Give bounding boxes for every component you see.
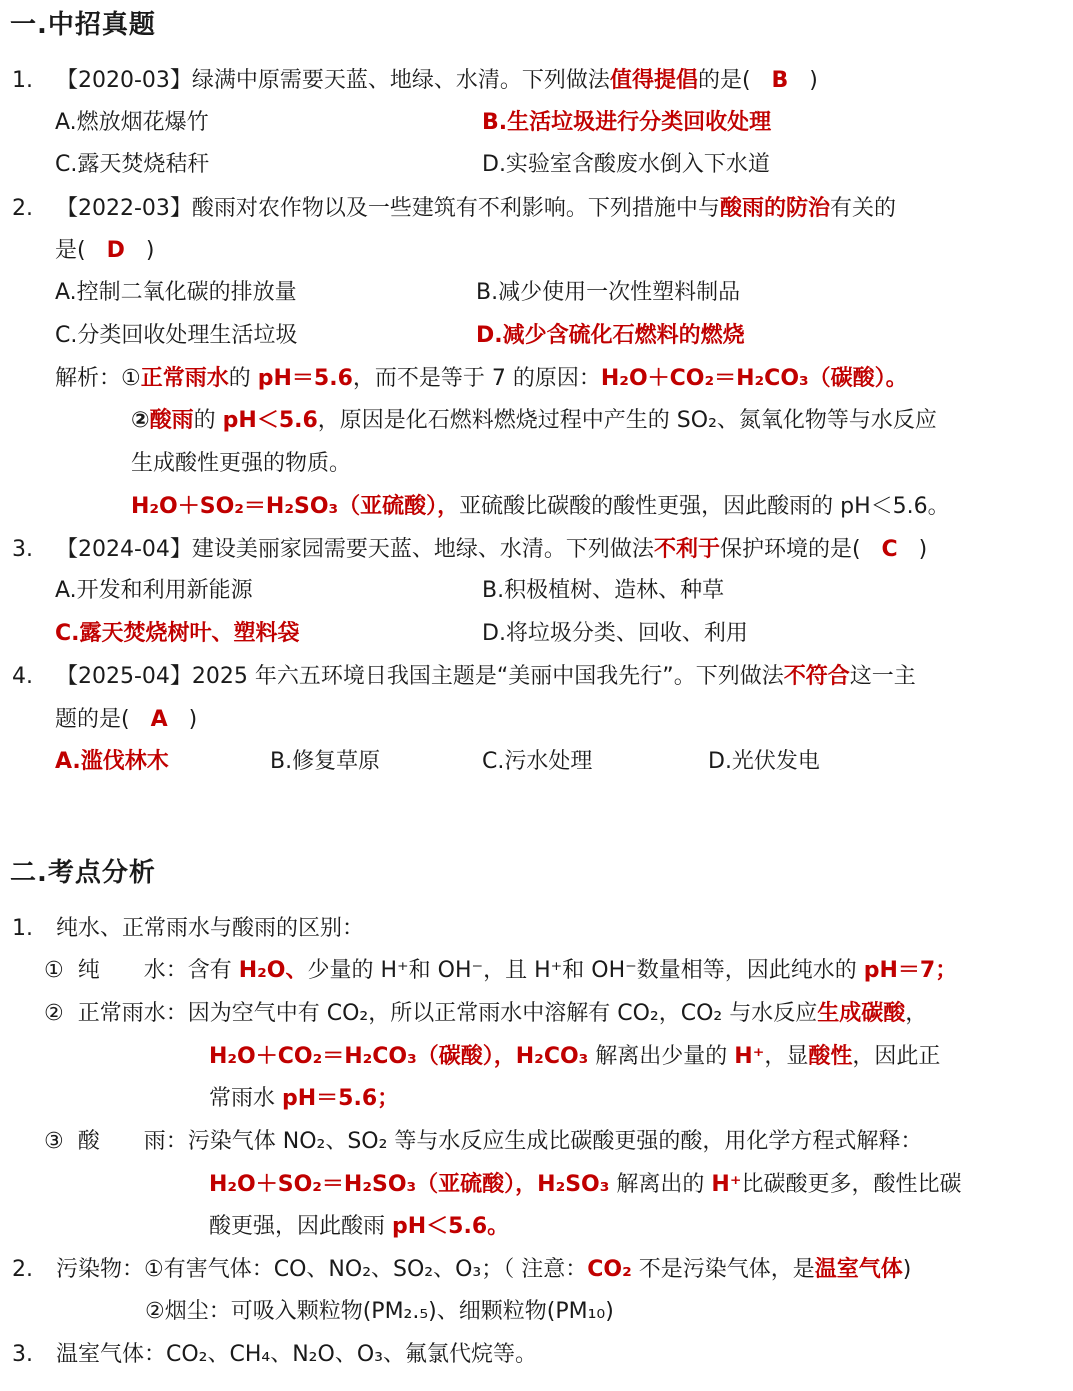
analysis-line-4: H₂O＋SO₂＝H₂SO₃（亚硫酸），亚硫酸比碳酸的酸性更强，因此酸雨的 pH＜5.6。 (131, 494, 950, 519)
equation: H₂O＋SO₂＝H₂SO₃（亚硫酸）， (131, 494, 460, 519)
analysis-line-3: 生成酸性更强的物质。 (131, 451, 352, 476)
section-title-2: 二.考点分析 (10, 858, 156, 888)
option-a: A.控制二氧化碳的排放量 (55, 280, 297, 305)
question-year: 【2025-04】 (56, 664, 192, 689)
greenhouse-gases-line: 3. 温室气体：CO₂、CH₄、N₂O、O₃、氟氯代烷等。 (12, 1342, 537, 1367)
question-3-stem: 3. 【2024-04】建设美丽家园需要天蓝、地绿、水清。下列做法不利于保护环境的是( C ) (12, 535, 927, 565)
highlight: 不符合 (783, 664, 850, 689)
question-number: 4. (12, 664, 33, 689)
option-a-correct: A.滥伐林木 (55, 749, 169, 774)
analysis-label: 解析： (55, 366, 122, 391)
question-4-stem: 4. 【2025-04】2025 年六五环境日我国主题是“美丽中国我先行”。下列做法不符合这一主 (12, 662, 916, 692)
normal-rain-line-2: H₂O＋CO₂＝H₂CO₃（碳酸），H₂CO₃ 解离出少量的 H⁺，显酸性，因此正 (209, 1044, 941, 1069)
option-b-correct: B.生活垃圾进行分类回收处理 (482, 110, 772, 135)
option-a: A.燃放烟花爆竹 (55, 110, 209, 135)
option-b: B.积极植树、造林、种草 (482, 578, 725, 603)
pure-water-line: ① 纯 水：含有 H₂O、少量的 H⁺和 OH⁻，且 H⁺和 OH⁻数量相等，因此纯水的 pH＝7； (44, 958, 958, 983)
option-d: D.实验室含酸废水倒入下水道 (482, 152, 770, 177)
acid-rain-line-1: ③ 酸 雨：污染气体 NO₂、SO₂ 等与水反应生成比碳酸更强的酸，用化学方程式解释： (44, 1129, 923, 1154)
pollutants-line-1: 2. 污染物：①有害气体：CO、NO₂、SO₂、O₃；（ 注意：CO₂ 不是污染气体，是温室气体) (12, 1257, 912, 1282)
option-c: C.露天焚烧秸秆 (55, 152, 210, 177)
question-2-stem: 2. 【2022-03】酸雨对农作物以及一些建筑有不利影响。下列措施中与酸雨的防治有关的 (12, 194, 896, 224)
answer: B (771, 68, 789, 93)
question-number: 3. (12, 537, 33, 562)
option-b: B.修复草原 (270, 749, 381, 774)
option-b: B.减少使用一次性塑料制品 (476, 280, 741, 305)
acid-rain-line-2: H₂O＋SO₂＝H₂SO₃（亚硫酸），H₂SO₃ 解离出的 H⁺比碳酸更多，酸性比碳 (209, 1172, 962, 1197)
highlight: 不利于 (653, 537, 720, 562)
analysis-line-2: ②酸雨的 pH＜5.6，原因是化石燃料燃烧过程中产生的 SO₂、氮氧化物等与水反应 (131, 408, 937, 433)
question-number: 2. (12, 196, 33, 221)
equation: H₂O＋CO₂＝H₂CO₃（碳酸），H₂CO₃ (209, 1044, 589, 1069)
point-1-title: 1. 纯水、正常雨水与酸雨的区别： (12, 916, 365, 941)
highlight: 酸雨的防治 (719, 196, 830, 221)
question-1-stem: 1. 【2020-03】绿满中原需要天蓝、地绿、水清。下列做法值得提倡的是( B ) (12, 66, 818, 96)
question-4-stem-cont: 题的是( A ) (55, 707, 198, 732)
normal-rain-line-3: 常雨水 pH＝5.6； (209, 1086, 400, 1111)
question-number: 1. (12, 68, 33, 93)
option-c-correct: C.露天焚烧树叶、塑料袋 (55, 621, 300, 646)
equation: H₂O＋CO₂＝H₂CO₃（碳酸）。 (600, 366, 908, 391)
question-year: 【2024-04】 (56, 537, 192, 562)
option-d: D.光伏发电 (708, 749, 820, 774)
option-c: C.分类回收处理生活垃圾 (55, 323, 298, 348)
highlight: 值得提倡 (609, 68, 698, 93)
normal-rain-line-1: ② 正常雨水：因为空气中有 CO₂，所以正常雨水中溶解有 CO₂，CO₂ 与水反应生成碳酸， (44, 1001, 928, 1026)
answer: A (150, 707, 168, 732)
pollutants-line-2: ②烟尘：可吸入颗粒物(PM₂.₅)、细颗粒物(PM₁₀) (145, 1299, 614, 1324)
option-a: A.开发和利用新能源 (55, 578, 253, 603)
question-year: 【2022-03】 (56, 196, 192, 221)
answer: D (106, 238, 125, 263)
question-2-stem-cont: 是( D ) (55, 238, 155, 263)
option-d: D.将垃圾分类、回收、利用 (482, 621, 748, 646)
option-c: C.污水处理 (482, 749, 593, 774)
question-year: 【2020-03】 (56, 68, 192, 93)
section-title-1: 一.中招真题 (10, 10, 156, 40)
option-d-correct: D.减少含硫化石燃料的燃烧 (476, 323, 745, 348)
answer: C (881, 537, 898, 562)
equation: H₂O＋SO₂＝H₂SO₃（亚硫酸），H₂SO₃ (209, 1172, 610, 1197)
analysis-line-1: 解析：①正常雨水的 pH＝5.6，而不是等于 7 的原因：H₂O＋CO₂＝H₂CO₃（碳酸）。 (55, 366, 908, 391)
acid-rain-line-3: 酸更强，因此酸雨 pH＜5.6。 (209, 1214, 510, 1239)
